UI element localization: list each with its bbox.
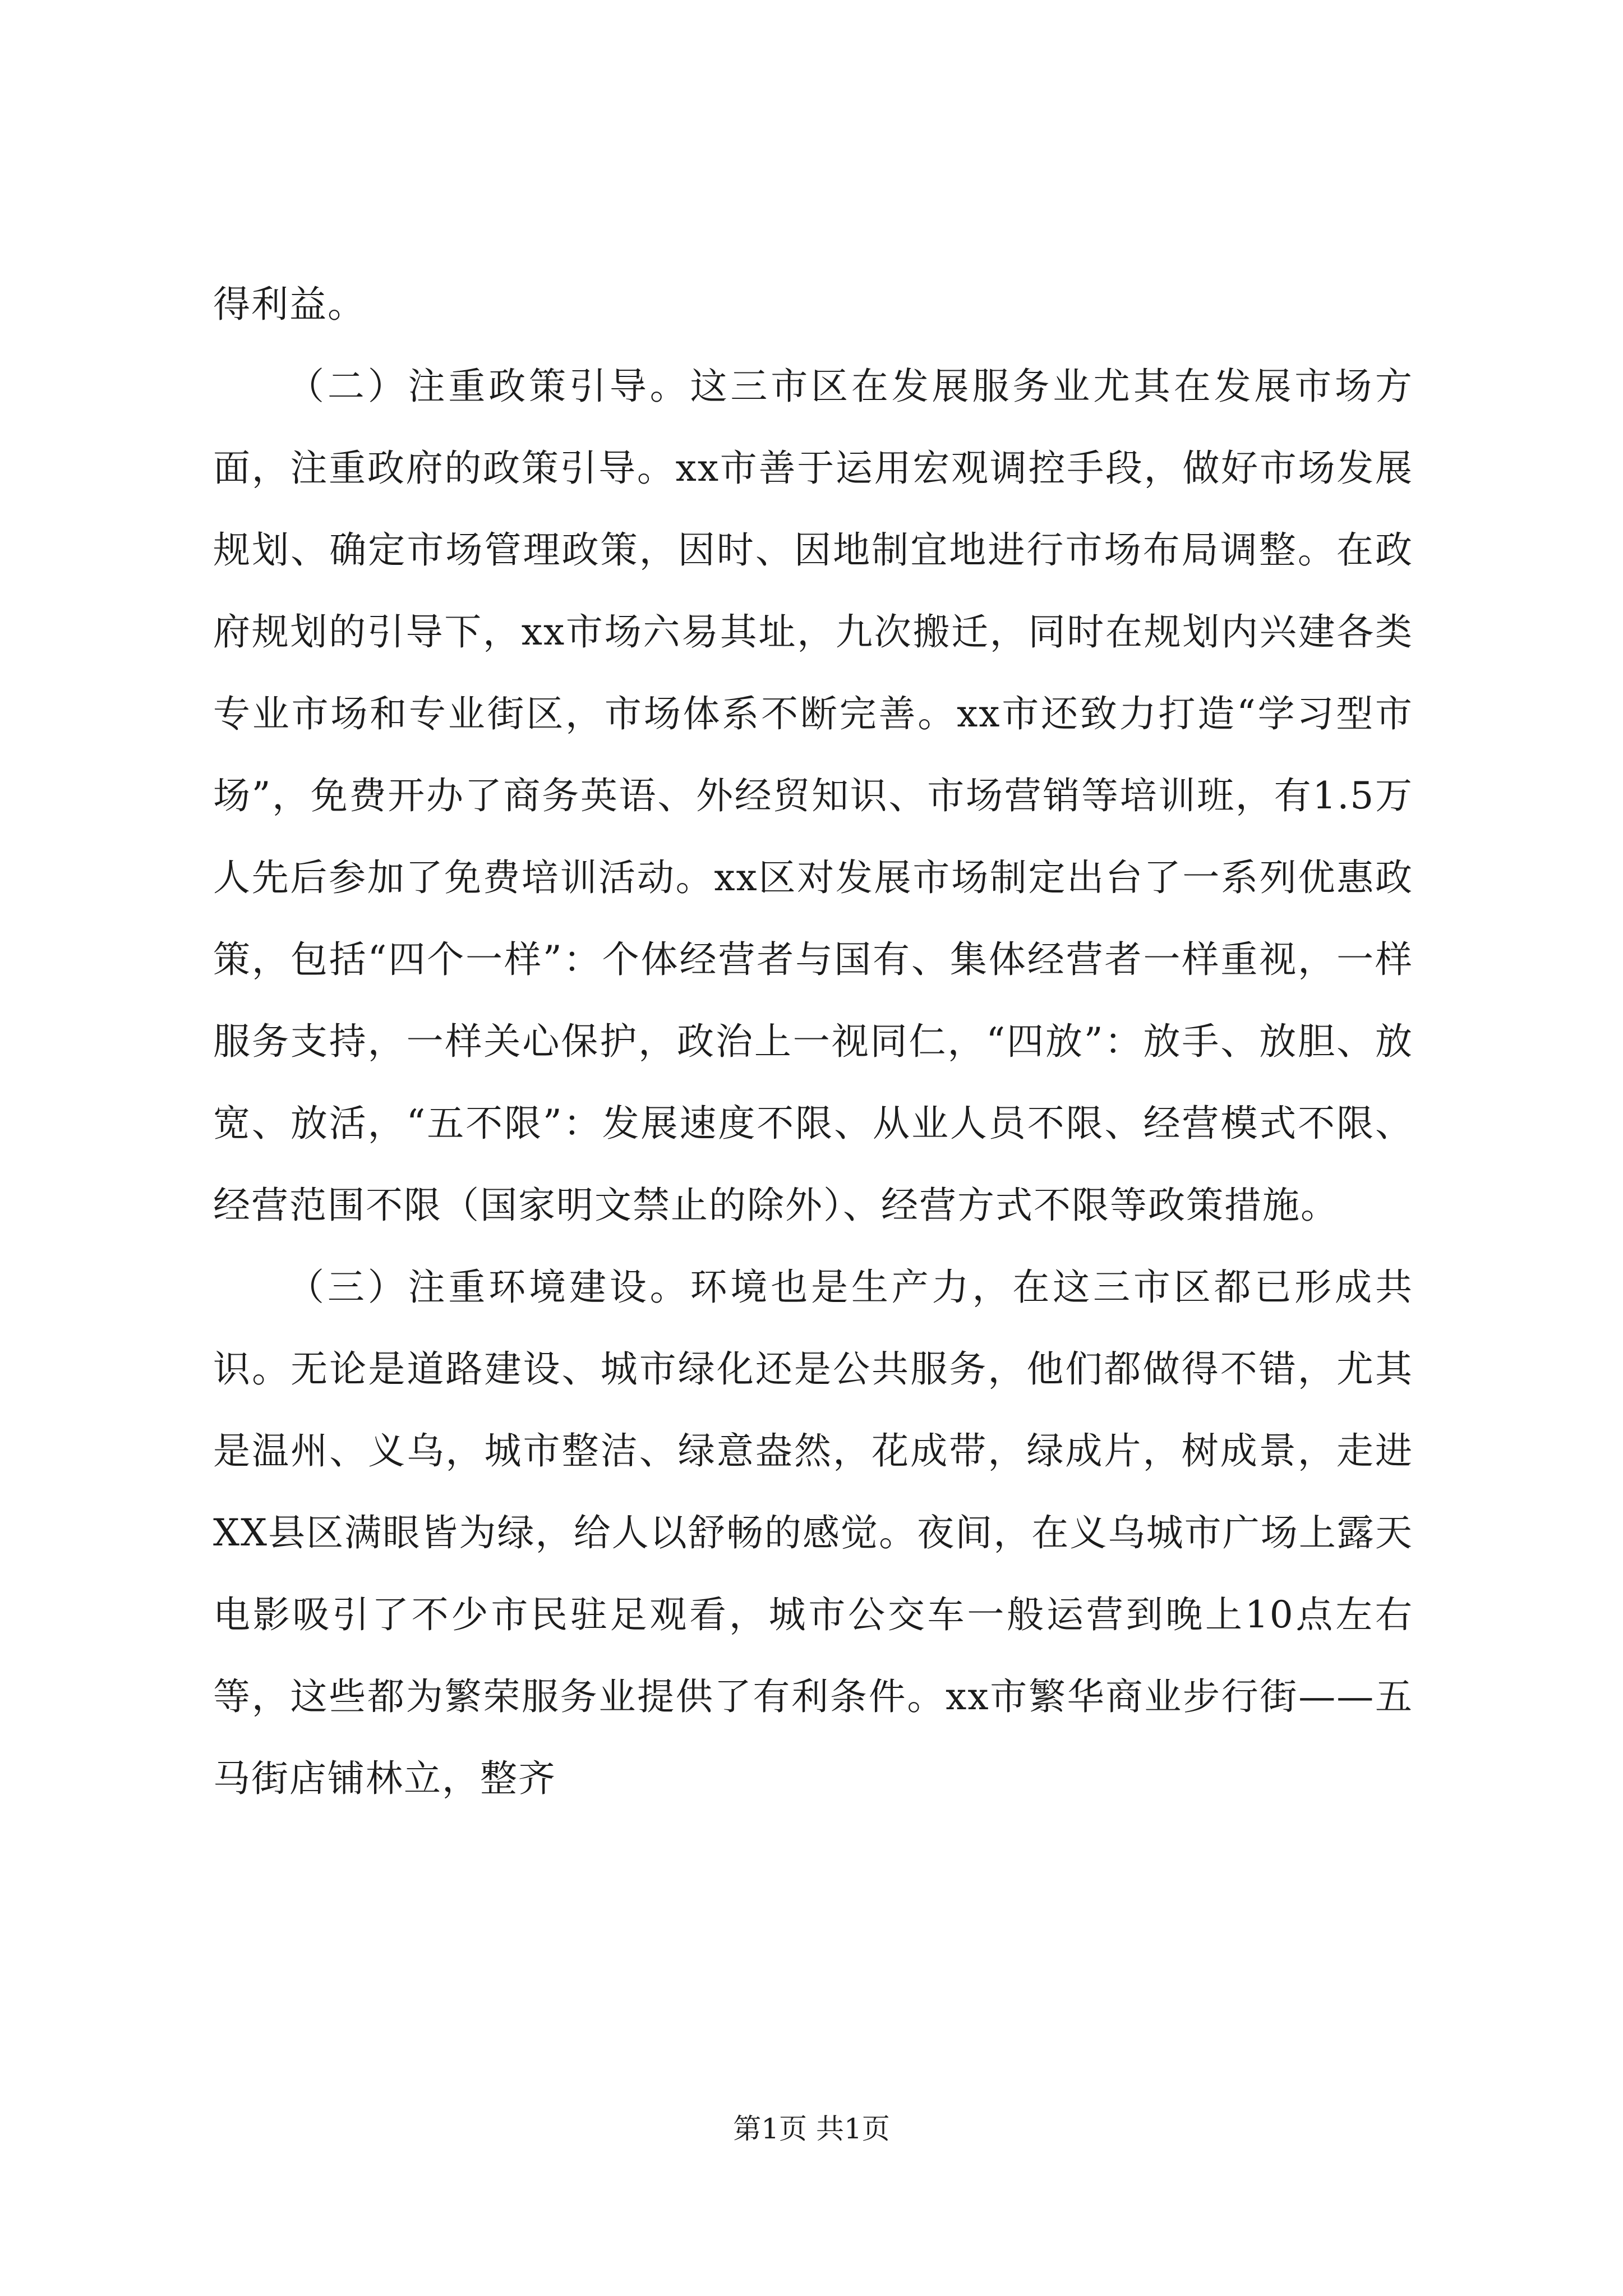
document-body [213, 264, 1413, 1820]
page-footer: 第1页 共1页 [733, 2113, 890, 2145]
paragraph-environment-building: （三）注重环境建设。环境也是生产力，在这三市区都已形成共识。无论是道路建设、城市绿化还是公共服务，他们都做得不错，尤其是温州、义乌，城市整洁、绿意盎然，花成带，绿成片，树成景，走进XX县区满眼皆为绿，给人以舒畅的感觉。夜间，在义乌城市广场上露天电影吸引了不少市民驻足观看，城市公交车一般运营到晚上10点左右等，这些都为繁荣服务业提供了有利条件。xx市繁华商业步行街——五马街店铺林立，整齐 [213, 1266, 1413, 1800]
paragraph-policy-guidance: （二）注重政策引导。这三市区在发展服务业尤其在发展市场方面，注重政府的政策引导。xx市善于运用宏观调控手段，做好市场发展规划、确定市场管理政策，因时、因地制宜地进行市场布局调整。在政府规划的引导下，xx市场六易其址，九次搬迁，同时在规划内兴建各类专业市场和专业街区，市场体系不断完善。xx市还致力打造“学习型市场”，免费开办了商务英语、外经贸知识、市场营销等培训班，有1.5万人先后参加了免费培训活动。xx区对发展市场制定出台了一系列优惠政策，包括“四个一样”：个体经营者与国有、集体经营者一样重视，一样服务支持，一样关心保护，政治上一视同仁，“四放”：放手、放胆、放宽、放活，“五不限”：发展速度不限、从业人员不限、经营模式不限、经营范围不限（国家明文禁止的除外）、经营方式不限等政策措施。 [213, 365, 1413, 1227]
paragraph-continuation: 得利益。 [213, 283, 366, 326]
